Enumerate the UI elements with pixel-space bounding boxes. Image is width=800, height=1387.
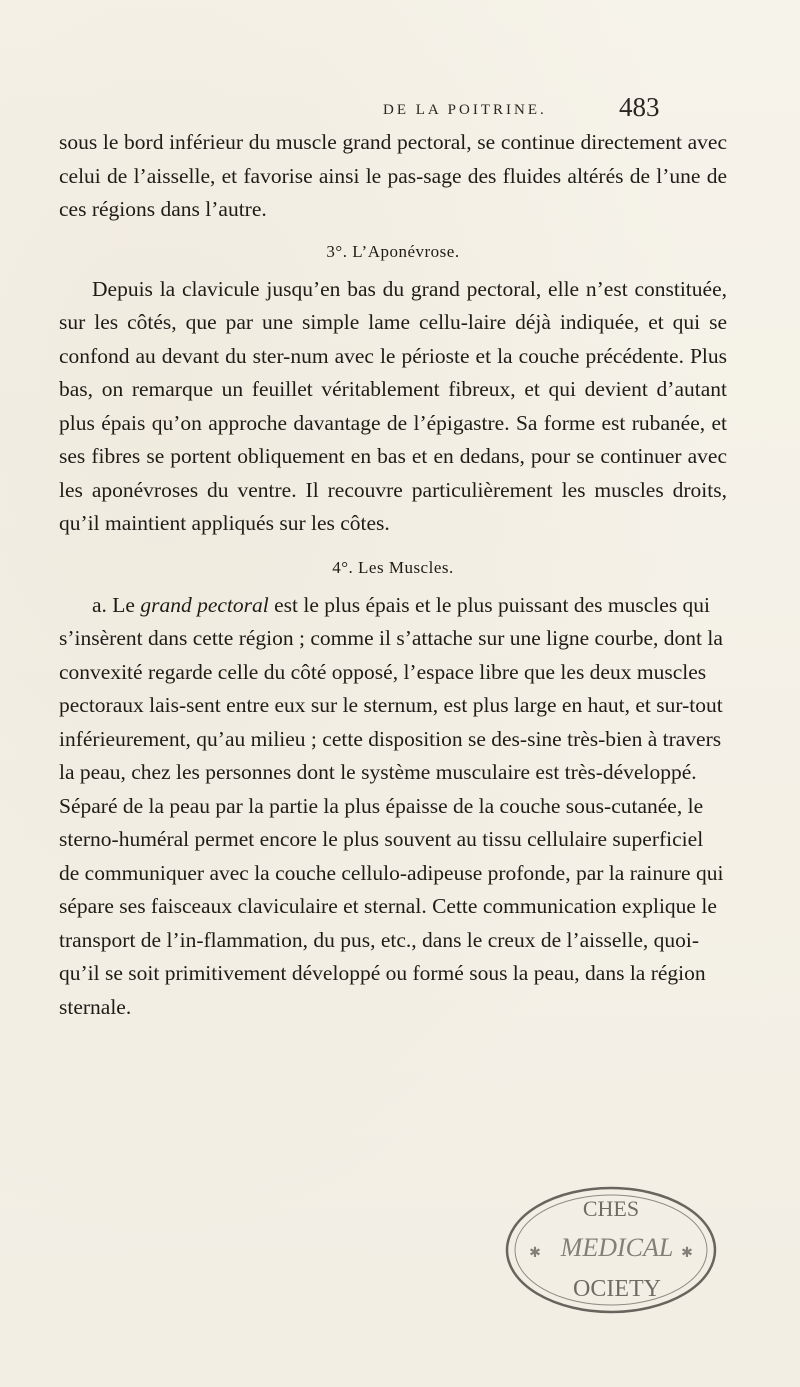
section-heading-aponevrose: 3°. L’Aponévrose. [326,241,460,261]
running-head: DE LA POITRINE. [383,102,547,118]
paragraph-grand-pectoral [59,589,727,1025]
page-number: 483 [619,92,660,122]
term-grand-pectoral: grand pectoral [140,592,269,617]
svg-text:✱: ✱ [681,1245,693,1261]
stamp-text-bottom: OCIETY [573,1276,661,1302]
stamp-text-middle: MEDICAL [560,1233,674,1262]
library-stamp [497,1172,725,1325]
paragraph-aponevrose: Depuis la clavicule jusqu’en bas du grand pectoral, elle n’est constituée, sur les côtés, que par une simple lame cellu-laire déjà indiquée, et qui se confond au devant du ster-num avec le périoste et la couche précédente. Plus bas, on remarque un feuillet véritablement fibreux, et qui devient d’autant plus épais qu’on approche davantage de l’épigastre. Sa forme est rubanée, et ses fibres se portent obliquement en bas et en dedans, pour se continuer avec les aponévroses du ventre. Il recouvre particulièrement les muscles droits, qu’il maintient appliqués sur les côtes. [59,276,727,535]
stamp-text-top: CHES [582,1196,640,1221]
body-text [59,126,727,1024]
svg-text:✱: ✱ [529,1245,541,1261]
section-heading-muscles: 4°. Les Muscles. [332,557,454,577]
paragraph-continued: sous le bord inférieur du muscle grand pectoral, se continue directement avec celui de l’aisselle, et favorise ainsi le pas-sage des fluides altérés de l’une de ces régions dans l’autre. [59,130,727,221]
paragraph-body: est le plus épais et le plus puissant des muscles qui s’insèrent dans cette région ; comme il s’attache sur une ligne courbe, dont la convexité regarde celle du côté opposé, l’espace libre que les deux muscles pectoraux lais-sent entre eux sur le sternum, est plus large en haut, et sur-tout inférieurement, qu’au milieu ; cette disposition se des-sine très-bien à travers la peau, chez les personnes dont le système musculaire est très-développé. Séparé de la peau par la partie la plus épaisse de la couche sous-cutanée, le sterno-huméral permet encore le plus souvent au tissu cellulaire superficiel de communiquer avec la couche cellulo-adipeuse profonde, par la rainure qui sépare ses faisceaux claviculaire et sternal. Cette communication explique le transport de l’in-flammation, du pus, etc., dans le creux de l’aisselle, quoi-qu’il se soit primitivement développé ou formé sous la peau, dans la région sternale. [59,592,724,1019]
paragraph-label: a. Le [92,592,141,617]
stamp-graphic [497,1172,725,1325]
